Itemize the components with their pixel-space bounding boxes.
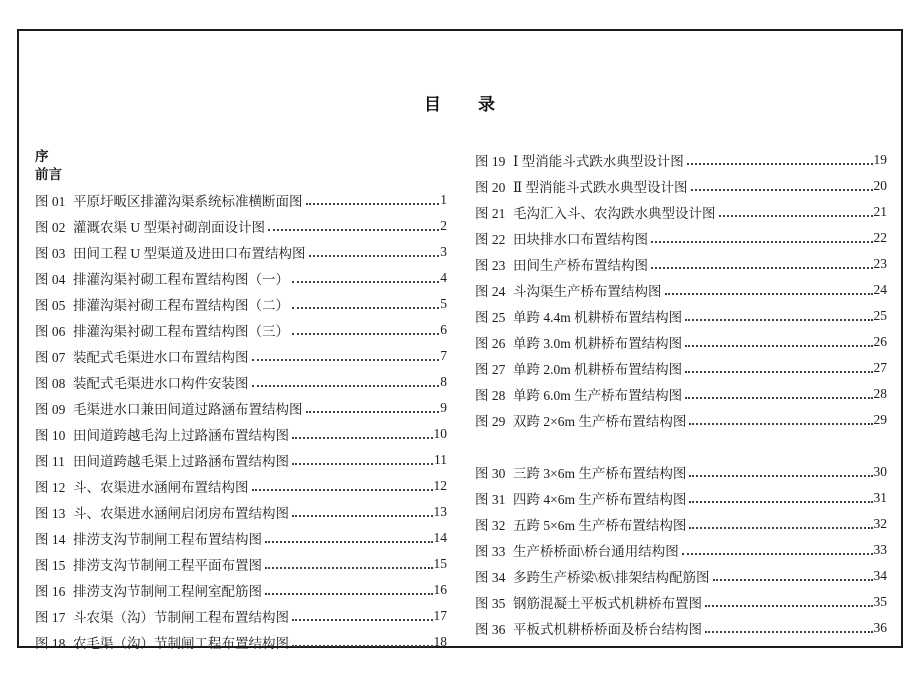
toc-entry xyxy=(475,589,887,615)
toc-entry-label: 图 10 xyxy=(35,428,66,443)
toc-entry-title: 毛渠进水口兼田间道过路涵布置结构图 xyxy=(73,402,303,417)
toc-entry-page: 10 xyxy=(433,426,447,441)
toc-entry xyxy=(35,187,447,213)
toc-entry xyxy=(475,173,887,199)
toc-entry-label: 图 24 xyxy=(475,284,506,299)
toc-entry-label: 图 21 xyxy=(475,206,506,221)
toc-entry-label: 图 16 xyxy=(35,584,66,599)
toc-entry-title: 田间道跨越毛沟上过路涵布置结构图 xyxy=(73,428,289,443)
toc-entry-title: 斗沟渠生产桥布置结构图 xyxy=(513,284,662,299)
toc-entry-label: 图 05 xyxy=(35,298,66,313)
toc-entry-label: 图 29 xyxy=(475,414,506,429)
toc-entry-title: 钢筋混凝土平板式机耕桥布置图 xyxy=(513,596,702,611)
toc-entry xyxy=(35,343,447,369)
dot-leader xyxy=(689,499,872,503)
toc-entry xyxy=(35,369,447,395)
toc-entry xyxy=(475,251,887,277)
dot-leader xyxy=(689,421,872,425)
toc-entry-page: 11 xyxy=(434,452,447,467)
toc-entry-title: Ⅱ 型消能斗式跌水典型设计图 xyxy=(513,180,688,195)
toc-entry xyxy=(475,199,887,225)
toc-entry xyxy=(35,603,447,629)
toc-entry-label: 图 08 xyxy=(35,376,66,391)
toc-entry-title: 田块排水口布置结构图 xyxy=(513,232,648,247)
toc-entry xyxy=(35,629,447,655)
toc-entry-title: 单跨 2.0m 机耕桥布置结构图 xyxy=(513,362,683,377)
dot-leader xyxy=(265,565,433,569)
toc-entry xyxy=(475,563,887,589)
toc-entry xyxy=(475,277,887,303)
toc-entry-label: 图 13 xyxy=(35,506,66,521)
toc-entry-title: 排灌沟渠衬砌工程布置结构图（二） xyxy=(73,298,289,313)
toc-entry-label: 图 04 xyxy=(35,272,66,287)
toc-entry-title: 田间工程 U 型渠道及进田口布置结构图 xyxy=(73,246,306,261)
toc-entry xyxy=(35,395,447,421)
toc-entry-label: 图 14 xyxy=(35,532,66,547)
toc-entry-title: 生产桥桥面\桥台通用结构图 xyxy=(513,544,679,559)
dot-leader xyxy=(689,525,872,529)
toc-entry-title: 田间生产桥布置结构图 xyxy=(513,258,648,273)
toc-entry-page: 27 xyxy=(873,360,887,375)
toc-entry xyxy=(35,421,447,447)
toc-entry-label: 图 32 xyxy=(475,518,506,533)
toc-entry xyxy=(475,303,887,329)
toc-entry xyxy=(475,381,887,407)
dot-leader xyxy=(292,305,439,309)
toc-entry-label: 图 19 xyxy=(475,154,506,169)
toc-entry-page: 3 xyxy=(440,244,447,259)
toc-entry-page: 14 xyxy=(433,530,447,545)
toc-entry-label: 图 11 xyxy=(35,454,65,469)
dot-leader xyxy=(265,539,433,543)
dot-leader xyxy=(687,161,873,165)
dot-leader xyxy=(685,395,872,399)
toc-entry-title: 平板式机耕桥桥面及桥台结构图 xyxy=(513,622,702,637)
toc-entry-title: 五跨 5×6m 生产桥布置结构图 xyxy=(513,518,687,533)
toc-entry-page: 18 xyxy=(433,634,447,649)
dot-leader xyxy=(268,227,439,231)
toc-entry-page: 29 xyxy=(873,412,887,427)
toc-entry-page: 28 xyxy=(873,386,887,401)
toc-entry-title: 装配式毛渠进水口布置结构图 xyxy=(73,350,249,365)
toc-entry xyxy=(35,265,447,291)
dot-leader xyxy=(685,317,872,321)
front-matter-items xyxy=(35,148,447,183)
toc-entry-label: 图 36 xyxy=(475,622,506,637)
toc-entry-page: 13 xyxy=(433,504,447,519)
toc-entry-title: 排涝支沟节制闸工程平面布置图 xyxy=(73,558,262,573)
toc-entry-label: 图 25 xyxy=(475,310,506,325)
dot-leader xyxy=(665,291,873,295)
toc-entry-page: 22 xyxy=(873,230,887,245)
dot-leader xyxy=(691,187,873,191)
toc-entry xyxy=(35,525,447,551)
toc-entry-title: 四跨 4×6m 生产桥布置结构图 xyxy=(513,492,687,507)
toc-entry-title: 三跨 3×6m 生产桥布置结构图 xyxy=(513,466,687,481)
dot-leader xyxy=(292,331,439,335)
toc-entry-page: 1 xyxy=(440,192,447,207)
dot-leader xyxy=(309,253,440,257)
toc-entry xyxy=(475,459,887,485)
toc-entries-left xyxy=(35,187,447,655)
toc-entry-title: 农毛渠（沟）节制闸工程布置结构图 xyxy=(73,636,289,651)
toc-entry-label: 图 03 xyxy=(35,246,66,261)
toc-entry-page: 7 xyxy=(440,348,447,363)
toc-entry-title: 平原圩畈区排灌沟渠系统标准横断面图 xyxy=(73,194,303,209)
toc-entry-label: 图 31 xyxy=(475,492,506,507)
toc-entry-page: 15 xyxy=(433,556,447,571)
dot-leader xyxy=(306,409,440,413)
toc-entry-label: 图 02 xyxy=(35,220,66,235)
toc-entries-right xyxy=(475,147,887,641)
toc-entry-title: 单跨 3.0m 机耕桥布置结构图 xyxy=(513,336,683,351)
toc-entry xyxy=(475,147,887,173)
toc-entry-page: 2 xyxy=(440,218,447,233)
toc-entry-title: 排灌沟渠衬砌工程布置结构图（一） xyxy=(73,272,289,287)
toc-entry-page: 32 xyxy=(873,516,887,531)
dot-leader xyxy=(705,603,873,607)
toc-entry-page: 21 xyxy=(873,204,887,219)
toc-entry xyxy=(475,485,887,511)
toc-column-right xyxy=(475,147,887,641)
toc-entry-page: 35 xyxy=(873,594,887,609)
dot-leader xyxy=(252,487,433,491)
toc-entry xyxy=(475,511,887,537)
toc-entry-page: 17 xyxy=(433,608,447,623)
toc-entry-title: 双跨 2×6m 生产桥布置结构图 xyxy=(513,414,687,429)
toc-entry-label: 图 09 xyxy=(35,402,66,417)
toc-entry-page: 33 xyxy=(873,542,887,557)
toc-entry-page: 26 xyxy=(873,334,887,349)
toc-entry xyxy=(475,355,887,381)
dot-leader xyxy=(292,643,433,647)
toc-entry xyxy=(475,225,887,251)
front-matter-item: 前言 xyxy=(35,166,62,182)
toc-entry-label: 图 28 xyxy=(475,388,506,403)
toc-entry xyxy=(475,329,887,355)
toc-entry-page: 36 xyxy=(873,620,887,635)
toc-entry-page: 4 xyxy=(440,270,447,285)
toc-entry xyxy=(35,447,447,473)
toc-entry xyxy=(35,551,447,577)
toc-entry xyxy=(35,291,447,317)
toc-column-left xyxy=(35,148,447,655)
toc-entry-label: 图 35 xyxy=(475,596,506,611)
toc-entry-label: 图 07 xyxy=(35,350,66,365)
toc-entry-page: 6 xyxy=(440,322,447,337)
toc-entry-title: 排涝支沟节制闸工程布置结构图 xyxy=(73,532,262,547)
dot-leader xyxy=(719,213,873,217)
toc-entry xyxy=(35,317,447,343)
toc-entry-label: 图 20 xyxy=(475,180,506,195)
toc-entry-title: 毛沟汇入斗、农沟跌水典型设计图 xyxy=(513,206,716,221)
toc-entry xyxy=(35,499,447,525)
dot-leader xyxy=(685,343,872,347)
dot-leader xyxy=(306,201,440,205)
toc-entry xyxy=(35,239,447,265)
dot-leader xyxy=(292,513,433,517)
toc-entry-page: 34 xyxy=(873,568,887,583)
toc-entry-label: 图 15 xyxy=(35,558,66,573)
front-matter-item: 序 xyxy=(35,149,49,164)
toc-entry-label: 图 22 xyxy=(475,232,506,247)
dot-leader xyxy=(292,461,433,465)
toc-entry-page: 8 xyxy=(440,374,447,389)
toc-entry-page: 30 xyxy=(873,464,887,479)
toc-entry-title: 单跨 4.4m 机耕桥布置结构图 xyxy=(513,310,683,325)
toc-entry-label: 图 12 xyxy=(35,480,66,495)
toc-entry-page: 5 xyxy=(440,296,447,311)
dot-leader xyxy=(252,383,440,387)
toc-entry-title: 斗、农渠进水涵闸启闭房布置结构图 xyxy=(73,506,289,521)
toc-entry xyxy=(475,537,887,563)
toc-entry-label: 图 23 xyxy=(475,258,506,273)
toc-entry-label: 图 01 xyxy=(35,194,66,209)
toc-entry-title: 斗、农渠进水涵闸布置结构图 xyxy=(73,480,249,495)
toc-entry-title: 单跨 6.0m 生产桥布置结构图 xyxy=(513,388,683,403)
toc-entry-label: 图 18 xyxy=(35,636,66,651)
toc-entry-title: Ⅰ 型消能斗式跌水典型设计图 xyxy=(513,154,684,169)
toc-entry-page: 23 xyxy=(873,256,887,271)
toc-entry-page: 19 xyxy=(873,152,887,167)
dot-leader xyxy=(292,617,433,621)
dot-leader xyxy=(265,591,433,595)
toc-entry-page: 25 xyxy=(873,308,887,323)
toc-entry xyxy=(475,615,887,641)
toc-entry-label: 图 06 xyxy=(35,324,66,339)
toc-entry-label: 图 27 xyxy=(475,362,506,377)
toc-entry-title: 排灌沟渠衬砌工程布置结构图（三） xyxy=(73,324,289,339)
toc-entry-title: 斗农渠（沟）节制闸工程布置结构图 xyxy=(73,610,289,625)
dot-leader xyxy=(651,239,873,243)
dot-leader xyxy=(705,629,873,633)
toc-entry-page: 12 xyxy=(433,478,447,493)
toc-entry xyxy=(475,407,887,433)
toc-page-title: 目 录 xyxy=(424,95,496,114)
dot-leader xyxy=(689,473,872,477)
toc-entry-title: 多跨生产桥梁\板\排架结构配筋图 xyxy=(513,570,710,585)
toc-entry xyxy=(35,577,447,603)
dot-leader xyxy=(292,435,433,439)
dot-leader xyxy=(651,265,873,269)
dot-leader xyxy=(252,357,440,361)
toc-entry xyxy=(35,213,447,239)
toc-entry-label: 图 33 xyxy=(475,544,506,559)
toc-entry-page: 31 xyxy=(873,490,887,505)
toc-entry-title: 排涝支沟节制闸工程闸室配筋图 xyxy=(73,584,262,599)
dot-leader xyxy=(682,551,873,555)
toc-entry-page: 20 xyxy=(873,178,887,193)
toc-entry-title: 灌溉农渠 U 型渠衬砌剖面设计图 xyxy=(73,220,265,235)
toc-entry-title: 田间道跨越毛渠上过路涵布置结构图 xyxy=(73,454,289,469)
toc-entry-label: 图 30 xyxy=(475,466,506,481)
dot-leader xyxy=(292,279,439,283)
toc-entry xyxy=(35,473,447,499)
toc-entry-label: 图 26 xyxy=(475,336,506,351)
toc-entry-title: 装配式毛渠进水口构件安装图 xyxy=(73,376,249,391)
toc-entry-page: 16 xyxy=(433,582,447,597)
dot-leader xyxy=(713,577,873,581)
toc-entry-label: 图 34 xyxy=(475,570,506,585)
dot-leader xyxy=(685,369,872,373)
toc-entry-label: 图 17 xyxy=(35,610,66,625)
toc-entry-page: 24 xyxy=(873,282,887,297)
toc-entry-page: 9 xyxy=(440,400,447,415)
